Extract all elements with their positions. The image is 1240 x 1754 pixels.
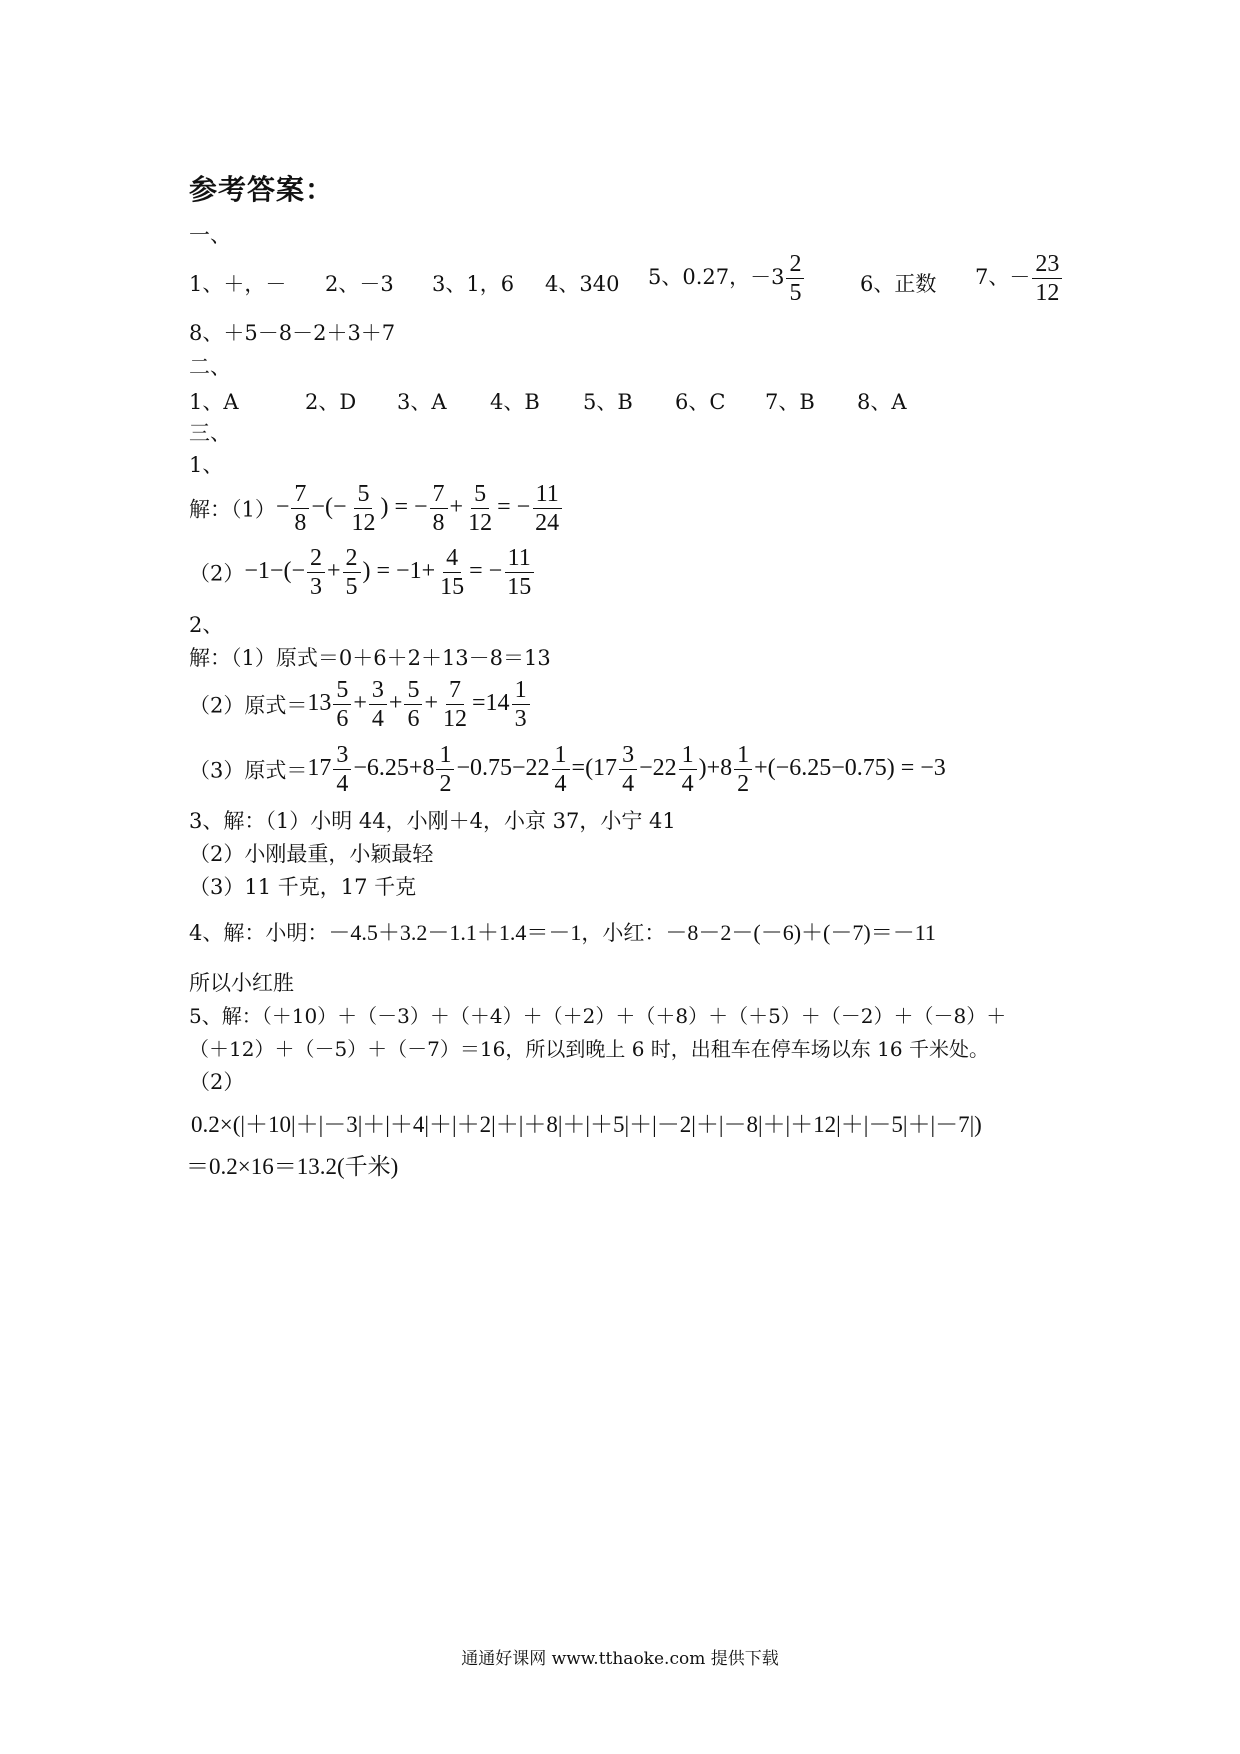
section-1-heading: 一、 <box>189 223 231 247</box>
q5-expr-2: ＝0.2×16＝13.2(千米) <box>186 1154 399 1179</box>
q4-label: 4、解：小明： <box>189 921 329 945</box>
q5-line-2: （＋12）＋（－5）＋（－7）＝16，所以到晚上 6 时，出租车在停车场以东 16 千米处。 <box>189 1037 989 1061</box>
q1-part1 <box>189 482 564 535</box>
q1-part2-label: （2） <box>189 561 245 586</box>
page-footer: 通通好课网 www.tthaoke.com 提供下载 <box>461 1649 779 1669</box>
formula: 13 $\frac{5}{6}$ + $\frac{3}{4}$ + $\frac{5}{6}$ + $\frac{7}{12}$ =14 $\frac{1}{3}$ <box>307 690 531 716</box>
s1-answer-5-text: 5、0.27，－3 <box>648 265 785 289</box>
q1-part1-label: 解：（1） <box>189 497 276 522</box>
s1-answer-4: 4、340 <box>545 272 620 296</box>
q2-part2 <box>189 678 532 731</box>
q4-expr-ming: －4.5＋3.2－1.1＋1.4＝－1 <box>328 920 582 945</box>
formula: − $\frac{7}{8}$ −(− $\frac{5}{12}$ ) = − $\frac{7}{8}$ + $\frac{5}{12}$ = − $\frac{11}{24}$ <box>276 494 564 520</box>
fraction: $\frac{23}{12}$ <box>1032 252 1062 305</box>
formula: −1−(− $\frac{2}{3}$ + $\frac{2}{5}$ ) = −1+ $\frac{4}{15}$ = − $\frac{11}{15}$ <box>244 558 536 584</box>
s2-answer: 5、B <box>583 390 633 414</box>
q2-part2-label: （2）原式＝ <box>189 693 308 718</box>
s2-answer: 8、A <box>857 390 907 414</box>
page-title: 参考答案： <box>189 173 335 206</box>
section-2-heading: 二、 <box>189 355 231 379</box>
q1-part2 <box>189 546 536 599</box>
s2-answer: 2、D <box>305 390 357 414</box>
q5-expr-1: 0.2×(|＋10|＋|－3|＋|＋4|＋|＋2|＋|＋8|＋|＋5|＋|－2|＋|－8|＋|＋12|＋|－5|＋|－7|) <box>191 1112 982 1137</box>
s2-answer: 4、B <box>490 390 540 414</box>
s2-answer: 7、B <box>765 390 815 414</box>
q4-line <box>189 920 936 946</box>
s2-answer: 3、A <box>397 390 447 414</box>
fraction: $\frac{2}{5}$ <box>786 252 804 305</box>
q1-heading: 1、 <box>189 453 224 477</box>
s1-answer-5 <box>648 252 806 305</box>
q3-part2: （2）小刚最重，小颖最轻 <box>189 842 434 866</box>
q4-expr-hong: －8－2－(－6)＋(－7)＝－11 <box>665 920 936 945</box>
q2-heading: 2、 <box>189 613 224 637</box>
q3-part3: （3）11 千克，17 千克 <box>189 875 417 899</box>
q5-part2-label: （2） <box>189 1070 245 1094</box>
s1-answer-3: 3、1，6 <box>432 272 515 296</box>
q5-line-1: 5、解：（＋10）＋（－3）＋（＋4）＋（＋2）＋（＋8）＋（＋5）＋（－2）＋（－8）＋ <box>189 1004 1007 1028</box>
s1-answer-1: 1、＋，－ <box>189 272 287 296</box>
s1-answer-7-text: 7、－ <box>975 265 1031 289</box>
s2-answer: 1、A <box>189 390 239 414</box>
q2-part1: 解：（1）原式＝0＋6＋2＋13－8＝13 <box>189 646 551 670</box>
s1-answer-6: 6、正数 <box>860 272 937 296</box>
q3-part1: 3、解：（1）小明 44，小刚＋4，小京 37，小宁 41 <box>189 809 676 833</box>
q4-mid: ，小红： <box>581 921 666 945</box>
q4-conclusion: 所以小红胜 <box>189 971 294 995</box>
s1-answer-7 <box>975 252 1064 305</box>
q2-part3 <box>189 743 946 796</box>
formula: 17 $\frac{3}{4}$ −6.25+8 $\frac{1}{2}$ −0.75−22 $\frac{1}{4}$ =(17 $\frac{3}{4}$ −22 $\frac{1}{4}$ )+8 $\frac{1}{2}$ +(−6.25−0.75) = −3 <box>307 742 946 797</box>
section-3-heading: 三、 <box>189 421 231 445</box>
s1-answer-8: 8、＋5－8－2＋3＋7 <box>189 321 396 345</box>
s1-answer-2: 2、－3 <box>325 272 394 296</box>
q2-part3-label: （3）原式＝ <box>189 758 308 783</box>
s2-answer: 6、C <box>675 390 726 414</box>
